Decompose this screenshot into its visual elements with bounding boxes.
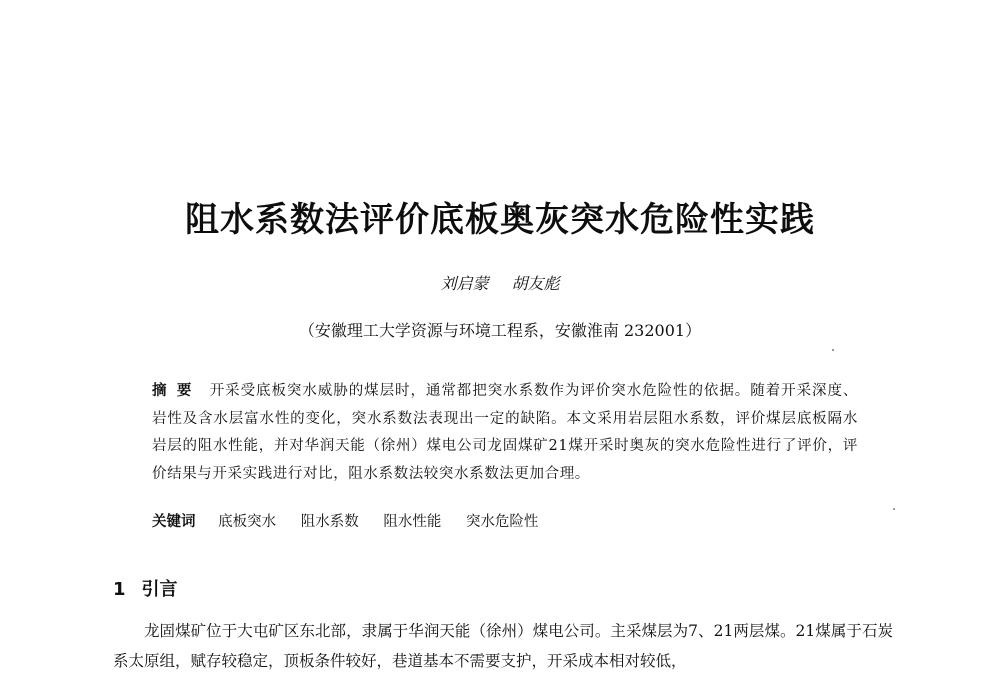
- body-paragraph: 龙固煤矿位于大屯矿区东北部，隶属于华润天能（徐州）煤电公司。主采煤层为7、21两层煤。21煤属于石炭系太原组，赋存较稳定，顶板条件较好，巷道基本不需要支护，开采成本相对较低，: [113, 622, 893, 670]
- keyword-item: 突水危险性: [465, 514, 539, 530]
- keyword-item: 底板突水: [218, 514, 277, 530]
- paper-affiliation: （安徽理工大学资源与环境工程系，安徽淮南 232001）: [298, 321, 702, 340]
- section-title: 引言: [141, 579, 178, 600]
- abstract-label: 摘要: [152, 382, 202, 399]
- section-number: 1: [113, 579, 126, 600]
- scan-speck: [893, 508, 895, 510]
- keyword-item: 阻水性能: [383, 514, 442, 530]
- abstract-text: 开采受底板突水威胁的煤层时，通常都把突水系数作为评价突水危险性的依据。随着开采深度、岩性及含水层富水性的变化，突水系数法表现出一定的缺陷。本文采用岩层阻水系数，评价煤层底板隔水岩层的阻水性能，并对华润天能（徐州）煤电公司龙固煤矿21煤开采时奥灰的突水危险性进行了评价，评价结果与开采实践进行对比，阻水系数法较突水系数法更加合理。: [152, 383, 859, 482]
- paper-authors: 刘启蒙 胡友彪: [440, 274, 560, 293]
- scan-speck: [832, 349, 834, 351]
- body-text: [113, 616, 893, 676]
- abstract-block: [152, 377, 858, 488]
- paper-title: 阻水系数法评价底板奥灰突水危险性实践: [185, 200, 815, 240]
- keyword-item: 阻水系数: [300, 514, 359, 530]
- keywords-label: 关键词: [152, 513, 196, 530]
- keywords-block: [152, 510, 858, 531]
- section-heading: [113, 575, 178, 601]
